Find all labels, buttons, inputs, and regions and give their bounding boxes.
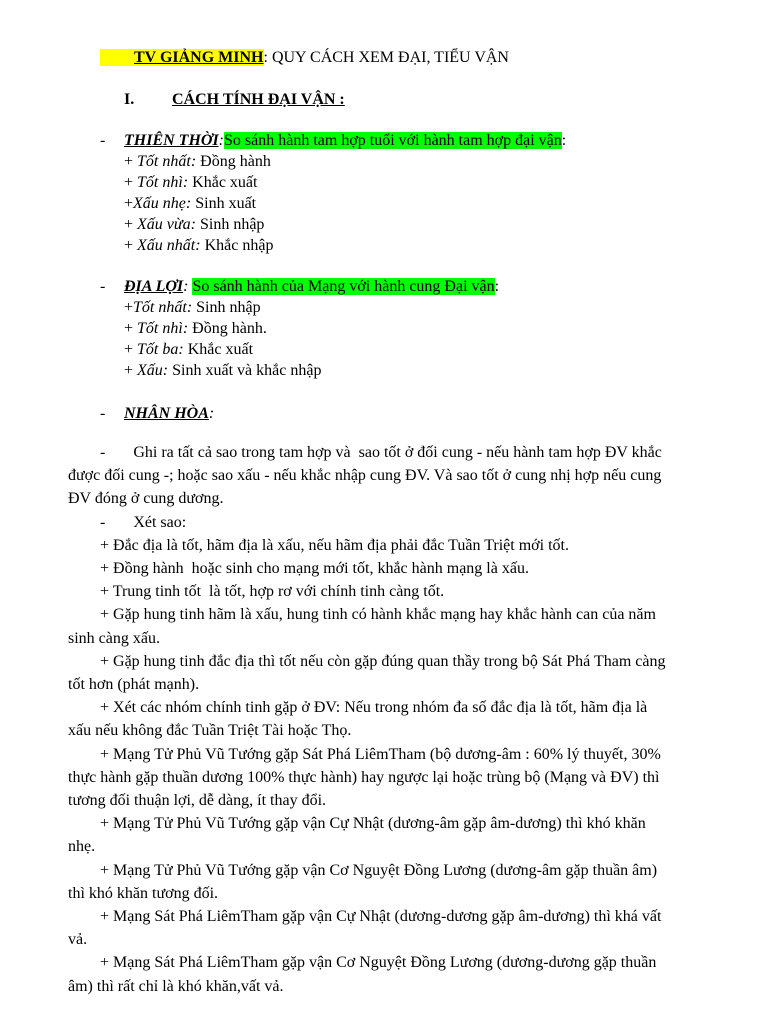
body-line: vả. [68, 931, 88, 948]
nhan-hoa-dash: - [100, 405, 106, 422]
body-line: tương đối thuận lợi, dễ dàng, ít thay đổi. [68, 792, 327, 809]
title-name: TV GIẢNG MINH [134, 49, 264, 66]
title-rest: : QUY CÁCH XEM ĐẠI, TIỂU VẬN [263, 49, 509, 66]
body-line: + Mạng Sát Phá LiêmTham gặp vận Cự Nhật (dương-dương gặp âm-dương) thì khá vất [100, 908, 662, 925]
list-item: + Tốt ba: Khắc xuất [124, 341, 254, 358]
list-item: + Xấu nhất: Khắc nhập [124, 237, 274, 254]
thien-thoi-label: THIÊN THỜI [124, 132, 219, 149]
body-line: xấu nếu không đắc Tuần Triệt Tài hoặc Thọ. [68, 722, 352, 739]
body-line: + Trung tinh tốt là tốt, hợp rơ với chính tinh càng tốt. [100, 583, 445, 600]
body-line: + Đắc địa là tốt, hãm địa là xấu, nếu hãm địa phải đắc Tuần Triệt mới tốt. [100, 537, 569, 554]
body-line: nhẹ. [68, 838, 96, 855]
list-item: + Tốt nhì: Đồng hành. [124, 320, 267, 337]
list-item: + Tốt nhì: Khắc xuất [124, 174, 258, 191]
body-line: + Gặp hung tinh đắc địa thì tốt nếu còn gặp đúng quan thầy trong bộ Sát Phá Tham càng [100, 653, 666, 670]
section-heading [124, 90, 345, 110]
list-item: +Tốt nhất: Sinh nhập [124, 299, 261, 316]
body-line: + Mạng Tử Phủ Vũ Tướng gặp vận Cơ Nguyệt Đồng Lương (dương-âm gặp thuần âm) [100, 862, 658, 879]
body-line: - Ghi ra tất cả sao trong tam hợp và sao tốt ở đối cung - nếu hành tam hợp ĐV khắc [100, 444, 662, 461]
body-line: + Mạng Tử Phủ Vũ Tướng gặp vận Cự Nhật (dương-âm gặp âm-dương) thì khó khăn [100, 815, 646, 832]
list-item: +Xấu nhẹ: Sinh xuất [124, 195, 257, 212]
document-title [100, 48, 509, 68]
dia-loi-dash: - [100, 278, 106, 295]
section-number: I. [124, 91, 135, 108]
body-line: + Xét các nhóm chính tinh gặp ở ĐV: Nếu trong nhóm đa số đắc địa là tốt, hãm địa là [100, 699, 648, 716]
body-line: ĐV đóng ở cung dương. [68, 490, 224, 507]
list-item: + Xấu vừa: Sinh nhập [124, 216, 265, 233]
body-line: âm) thì rất chỉ là khó khăn,vất vả. [68, 978, 284, 995]
body-line: thì khó khăn tương đối. [68, 885, 219, 902]
body-line: được đối cung -; hoặc sao xấu - nếu khắc nhập cung ĐV. Và sao tốt ở cung nhị hợp nếu cung [68, 467, 662, 484]
body-line: + Mạng Sát Phá LiêmTham gặp vận Cơ Nguyệt Đồng Lương (dương-dương gặp thuần [100, 954, 657, 971]
dia-loi-label: ĐỊA LỢI [124, 278, 184, 295]
body-line: tốt hơn (phát mạnh). [68, 676, 200, 693]
thien-thoi-heading: - THIÊN THỜI:So sánh hành tam hợp tuổi với hành tam hợp đại vận: [100, 132, 567, 149]
body-line: + Đồng hành hoặc sinh cho mạng mới tốt, khắc hành mạng là xấu. [100, 560, 529, 577]
body-line: sinh càng xấu. [68, 630, 160, 647]
body-line: thực hành gặp thuần dương 100% thực hành) hay ngược lại hoặc trùng bộ (Mạng và ĐV) thì [68, 769, 660, 786]
dia-loi-heading: - ĐỊA LỢI: So sánh hành của Mạng với hành cung Đại vận: [100, 278, 500, 295]
thien-thoi-dash: - [100, 132, 106, 149]
thien-thoi-highlight: So sánh hành tam hợp tuổi với hành tam hợp đại vận [224, 132, 562, 149]
body-line: + Gặp hung tinh hãm là xấu, hung tinh có hành khắc mạng hay khắc hành can của năm [100, 606, 656, 623]
dia-loi-highlight: So sánh hành của Mạng với hành cung Đại vận [192, 278, 495, 295]
body-line: - Xét sao: [100, 514, 187, 531]
section-title: CÁCH TÍNH ĐẠI VẬN : [172, 91, 345, 108]
list-item: + Xấu: Sinh xuất và khắc nhập [124, 362, 322, 379]
body-line: + Mạng Tử Phủ Vũ Tướng gặp Sát Phá LiêmTham (bộ dương-âm : 60% lý thuyết, 30% [100, 746, 661, 763]
nhan-hoa-heading: - NHÂN HÒA: [100, 405, 215, 422]
nhan-hoa-label: NHÂN HÒA [124, 405, 209, 422]
list-item: + Tốt nhất: Đồng hành [124, 153, 271, 170]
